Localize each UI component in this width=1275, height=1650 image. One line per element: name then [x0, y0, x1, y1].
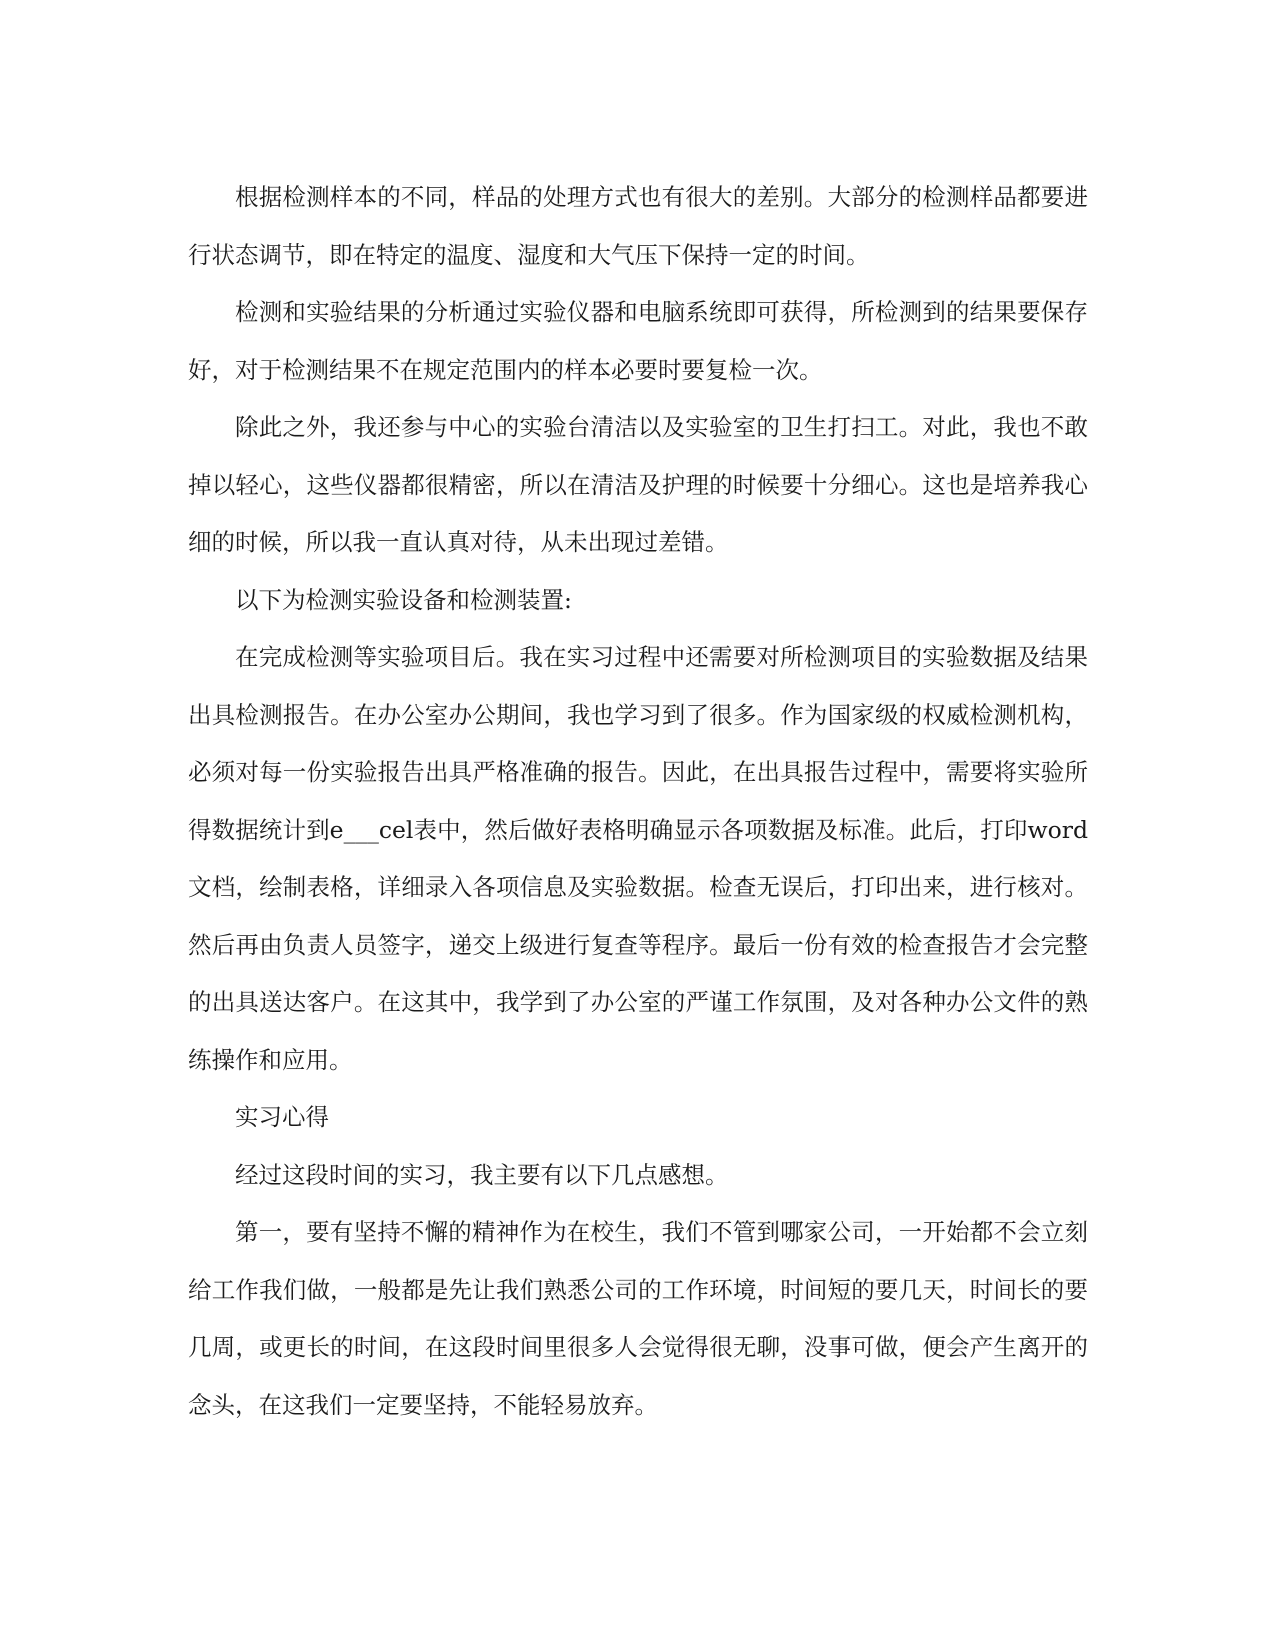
section-heading-internship-reflections: 实习心得 [235, 1103, 329, 1131]
paragraph-equipment-intro: 以下为检测实验设备和检测装置: [235, 585, 572, 614]
paragraph-perseverance: 第一，要有坚持不懈的精神作为在校生，我们不管到哪家公司，一开始都不会立刻给工作我们做，一般都是先让我们熟悉公司的工作环境，时间短的要几天，时间长的要几周，或更长的时间，在这段时间里很多人会觉得很无聊，没事可做，便会产生离开的念头，在这我们一定要坚持，不能轻易放弃。 [188, 1218, 1088, 1419]
paragraph-report-writing: 在完成检测等实验项目后。我在实习过程中还需要对所检测项目的实验数据及结果出具检测报告。在办公室办公期间，我也学习到了很多。作为国家级的权威检测机构，必须对每一份实验报告出具严格准确的报告。因此，在出具报告过程中，需要将实验所得数据统计到e___cel表中，然后做好表格明确显示各项数据及标准。此后，打印word文档，绘制表格，详细录入各项信息及实验数据。检查无误后，打印出来，进行核对。然后再由负责人员签字，递交上级进行复查等程序。最后一份有效的检查报告才会完整的出具送达客户。在这其中，我学到了办公室的严谨工作氛围，及对各种办公文件的熟练操作和应用。 [188, 643, 1088, 1074]
paragraph-reflections-intro: 经过这段时间的实习，我主要有以下几点感想。 [235, 1160, 729, 1189]
document-body [188, 169, 1088, 1434]
paragraph-sample-processing: 根据检测样本的不同，样品的处理方式也有很大的差别。大部分的检测样品都要进行状态调节，即在特定的温度、湿度和大气压下保持一定的时间。 [188, 183, 1088, 269]
paragraph-result-analysis: 检测和实验结果的分析通过实验仪器和电脑系统即可获得，所检测到的结果要保存好，对于检测结果不在规定范围内的样本必要时要复检一次。 [188, 298, 1088, 384]
paragraph-lab-cleaning: 除此之外，我还参与中心的实验台清洁以及实验室的卫生打扫工。对此，我也不敢掉以轻心，这些仪器都很精密，所以在清洁及护理的时候要十分细心。这也是培养我心细的时候，所以我一直认真对待，从未出现过差错。 [188, 413, 1088, 556]
